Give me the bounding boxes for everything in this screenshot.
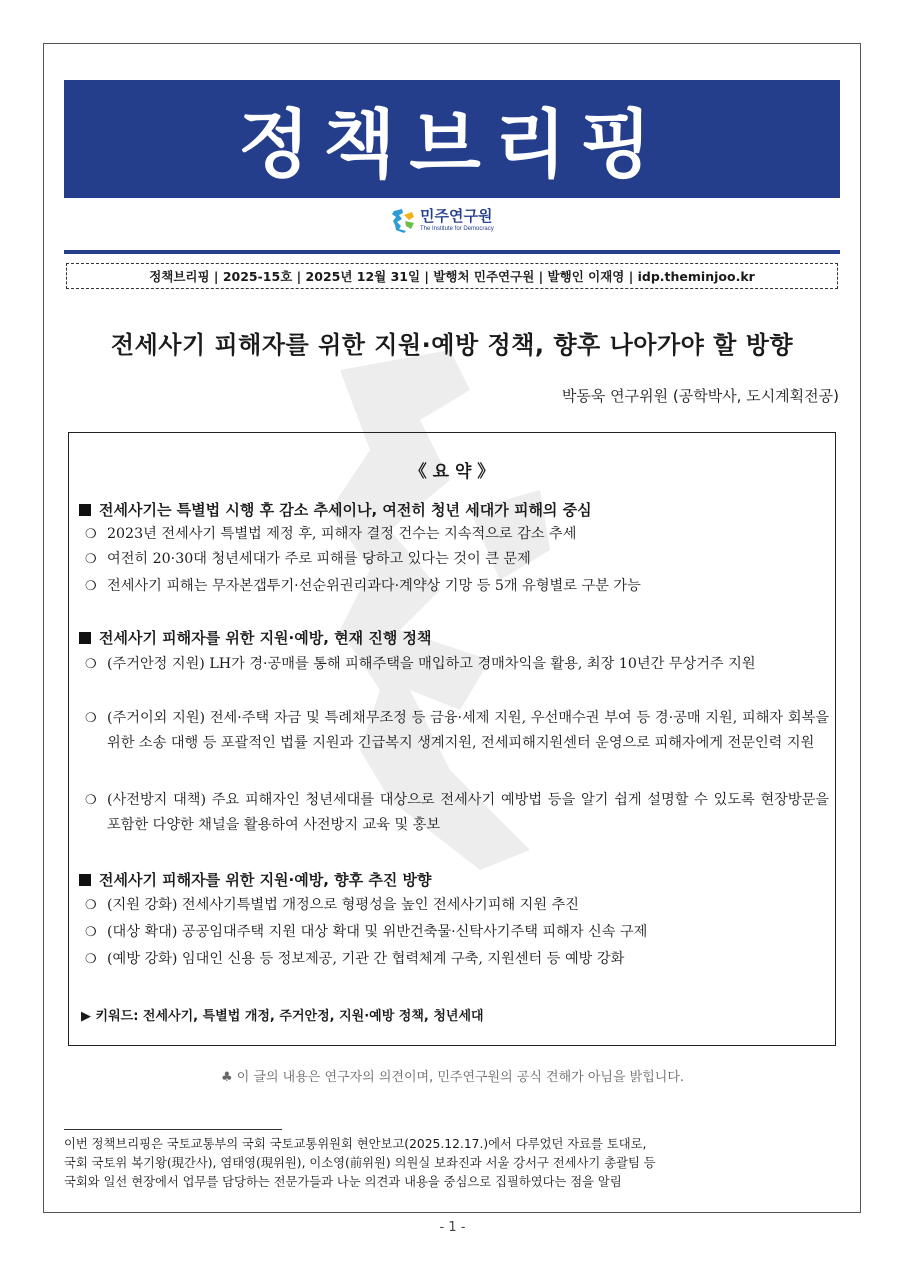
summary-item-text: (주거이외 지원) 전세·주택 자금 및 특례채무조정 등 금융·세제 지원, 우선매수권 부여 등 경·공매 지원, 피해자 회복을 위한 소송 대행 등 포괄적인 법률 지원과 긴급복지 생계지원, 전세피해지원센터 운영으로 피해자에게 전문인력 지원 [107,710,830,751]
author-line: 박동욱 연구위원 (공학박사, 도시계획전공) [561,387,839,405]
circle-bullet-icon: ❍ [85,793,97,808]
footnote-line: 국회 국토위 복기왕(現간사), 염태영(現위원), 이소영(前위원) 의원실 보좌진과 서울 강서구 전세사기 총괄팀 등 [64,1156,656,1170]
minjoo-institute-logo-icon [390,207,416,233]
footnote-divider [64,1129,282,1130]
summary-item [85,706,829,756]
institute-logo [390,207,494,233]
publication-info-bar [66,263,838,289]
summary-item [85,522,829,547]
circle-bullet-icon: ❍ [85,552,97,567]
square-bullet-icon [79,504,91,516]
square-bullet-icon [79,874,91,886]
summary-heading: 《 요 약 》 [409,462,495,482]
circle-bullet-icon: ❍ [85,711,97,726]
logo-subtitle: The Institute for Democracy [420,225,494,232]
summary-box [68,432,836,1046]
summary-item-text: (주거안정 지원) LH가 경·공매를 통해 피해주택을 매입하고 경매차익을 활용, 최장 10년간 무상거주 지원 [107,656,756,672]
publication-info-text: 정책브리핑 | 2025-15호 | 2025년 12월 31일 | 발행처 민주연구원 | 발행인 이재영 | idp.theminjoo.kr [149,269,755,284]
circle-bullet-icon: ❍ [85,579,97,594]
keywords-line: ▶ 키워드: 전세사기, 특별법 개정, 주거안정, 지원·예방 정책, 청년세대 [81,1009,484,1024]
summary-item [85,947,829,972]
summary-section-heading [79,499,592,520]
document-title: 전세사기 피해자를 위한 지원·예방 정책, 향후 나아가야 할 방향 [110,331,794,359]
section-heading-text: 전세사기 피해자를 위한 지원·예방, 향후 추진 방향 [99,871,432,889]
summary-item [85,547,829,572]
logo-name: 민주연구원 [420,206,493,225]
banner [64,80,840,198]
summary-item-text: 전세사기 피해는 무자본갭투기·선순위권리과다·계약상 기망 등 5개 유형별로 구분 가능 [107,578,641,594]
summary-item-text: (예방 강화) 임대인 신용 등 정보제공, 기관 간 협력체계 구축, 지원센터 등 예방 강화 [107,951,625,967]
circle-bullet-icon: ❍ [85,657,97,672]
summary-item-text: (대상 확대) 공공임대주택 지원 대상 확대 및 위반건축물·신탁사기주택 피해자 신속 구제 [107,924,648,940]
summary-item [85,788,829,838]
summary-section-heading [79,627,432,648]
summary-section-heading [79,869,432,890]
square-bullet-icon [79,632,91,644]
summary-item [85,920,829,945]
summary-item-text: (지원 강화) 전세사기특별법 개정으로 형평성을 높인 전세사기피해 지원 추진 [107,897,580,913]
summary-item-text: (사전방지 대책) 주요 피해자인 청년세대를 대상으로 전세사기 예방법 등을 알기 쉽게 설명할 수 있도록 현장방문을 포함한 다양한 채널을 활용하여 사전방지 교육 및 홍보 [107,792,829,833]
circle-bullet-icon: ❍ [85,898,97,913]
footnote-line: 이번 정책브리핑은 국토교통부의 국회 국토교통위원회 현안보고(2025.12.17.)에서 다루었던 자료를 토대로, [64,1137,647,1151]
header-divider [64,250,840,254]
footnote-line: 국회와 일선 현장에서 업무를 담당하는 전문가들과 나눈 의견과 내용을 중심으로 집필하였다는 점을 알림 [64,1175,622,1189]
section-heading-text: 전세사기는 특별법 시행 후 감소 추세이나, 여전히 청년 세대가 피해의 중심 [99,501,592,519]
summary-item-text: 여전히 20·30대 청년세대가 주로 피해를 당하고 있다는 것이 큰 문제 [107,551,531,567]
summary-item-text: 2023년 전세사기 특별법 제정 후, 피해자 결정 건수는 지속적으로 감소 추세 [107,526,577,542]
circle-bullet-icon: ❍ [85,527,97,542]
circle-bullet-icon: ❍ [85,925,97,940]
summary-item [85,574,829,599]
circle-bullet-icon: ❍ [85,952,97,967]
summary-item [85,652,829,677]
banner-title: 정책브리핑 [238,102,666,188]
disclaimer-notice: ♣ 이 글의 내용은 연구자의 의견이며, 민주연구원의 공식 견해가 아님을 밝힙니다. [220,1070,685,1085]
section-heading-text: 전세사기 피해자를 위한 지원·예방, 현재 진행 정책 [99,629,432,647]
footnote [64,1135,842,1192]
page-number: - 1 - [439,1220,466,1235]
summary-item [85,893,829,918]
